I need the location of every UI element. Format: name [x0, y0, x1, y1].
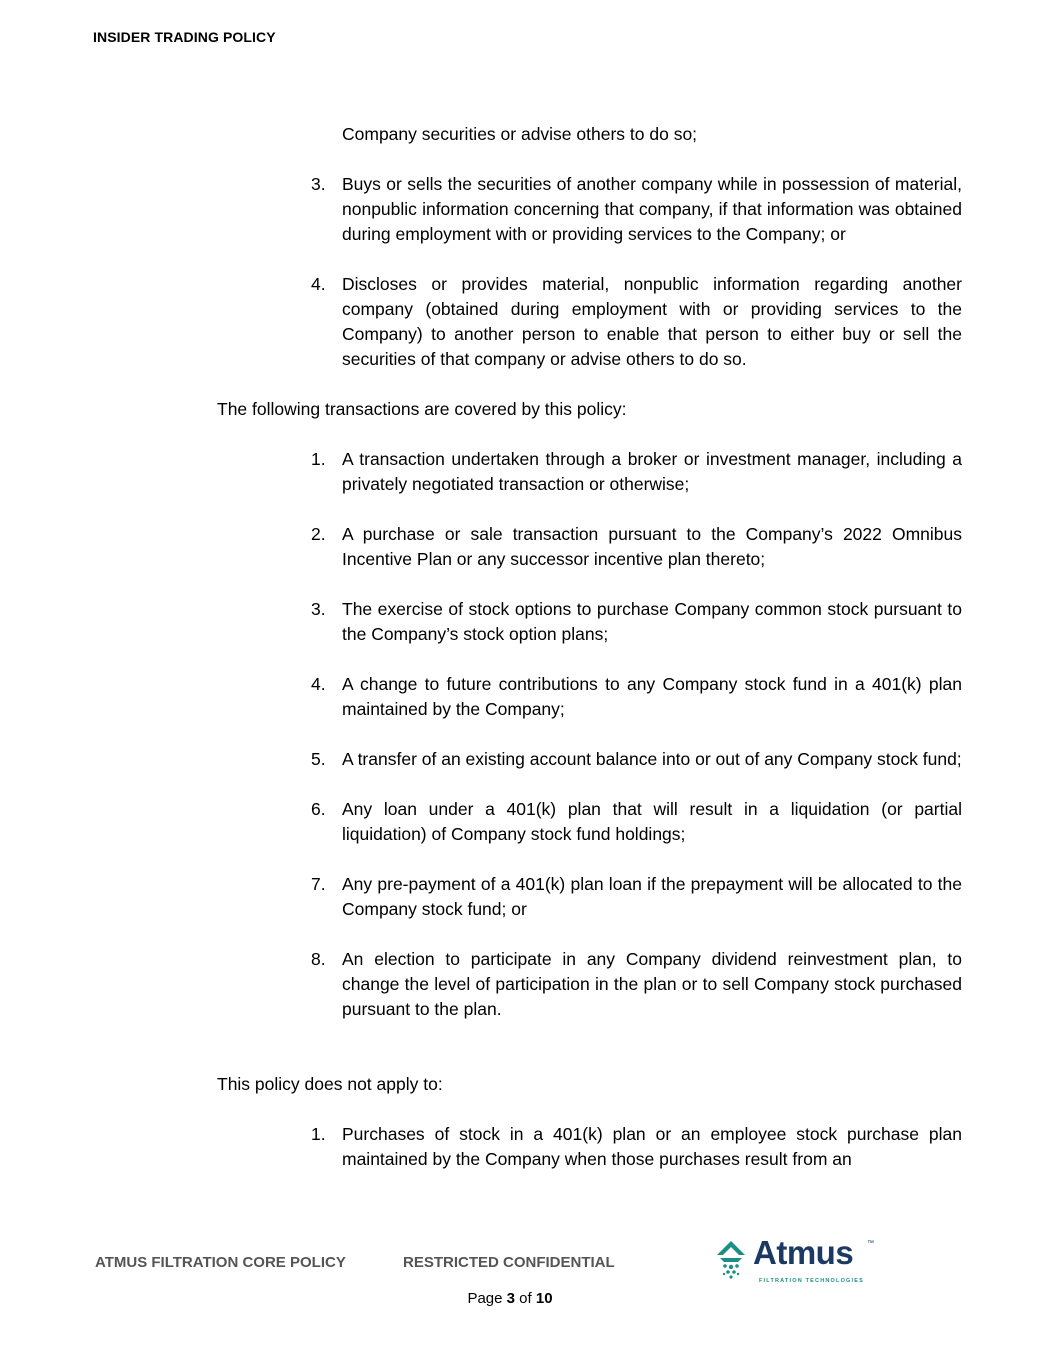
footer-confidential-label: RESTRICTED CONFIDENTIAL — [403, 1254, 615, 1271]
exempt-intro: This policy does not apply to: — [217, 1074, 443, 1094]
list-text: Discloses or provides material, nonpublic information regarding another company (obtained during employment with or providing services to the Company) to another person to enable that person to either buy or sell the securities of that company or advise others to do so. — [342, 274, 962, 369]
logo-trademark: ™ — [867, 1240, 874, 1247]
list-text: A purchase or sale transaction pursuant to the Company’s 2022 Omnibus Incentive Plan or any successor incentive plan thereto; — [342, 524, 962, 569]
covered-list — [217, 447, 962, 1022]
list-text: A transfer of an existing account balance into or out of any Company stock fund; — [342, 749, 962, 769]
logo-brand-text: Atmus — [753, 1234, 854, 1271]
list-number: 4. — [311, 274, 326, 294]
prohibited-list — [217, 172, 962, 372]
list-item — [217, 1122, 962, 1172]
list-item — [217, 522, 962, 572]
list-item — [217, 447, 962, 497]
page-label: Page — [467, 1290, 503, 1307]
list-item — [217, 597, 962, 647]
atmus-logo — [712, 1234, 882, 1288]
list-item — [217, 947, 962, 1022]
list-item — [217, 272, 962, 372]
list-text: Any loan under a 401(k) plan that will result in a liquidation (or partial liquidation) of Company stock fund holdings; — [342, 799, 962, 844]
list-text: Buys or sells the securities of another company while in possession of material, nonpublic information concerning that company, if that information was obtained during employment with or providing services to the Company; or — [342, 174, 962, 244]
list-number: 1. — [311, 449, 326, 469]
page-total: 10 — [535, 1290, 553, 1307]
list-number: 1. — [311, 1124, 326, 1144]
list-number: 8. — [311, 949, 326, 969]
continuation-text: Company securities or advise others to do so; — [342, 124, 698, 144]
list-item — [217, 172, 962, 247]
list-number: 2. — [311, 524, 326, 544]
list-number: 3. — [311, 599, 326, 619]
list-number: 6. — [311, 799, 326, 819]
list-text: A change to future contributions to any Company stock fund in a 401(k) plan maintained by the Company; — [342, 674, 962, 719]
list-item — [217, 797, 962, 847]
list-item — [217, 672, 962, 722]
list-number: 4. — [311, 674, 326, 694]
footer-policy-label: ATMUS FILTRATION CORE POLICY — [95, 1254, 346, 1271]
list-text: Any pre-payment of a 401(k) plan loan if the prepayment will be allocated to the Company stock fund; or — [342, 874, 962, 919]
list-text: The exercise of stock options to purchase Company common stock pursuant to the Company’s stock option plans; — [342, 599, 962, 644]
page-number — [0, 1290, 1020, 1307]
list-item — [217, 747, 962, 772]
header-title: INSIDER TRADING POLICY — [93, 29, 276, 45]
list-text: A transaction undertaken through a broker or investment manager, including a privately negotiated transaction or otherwise; — [342, 449, 962, 494]
covered-intro: The following transactions are covered by this policy: — [217, 399, 627, 419]
list-number: 3. — [311, 174, 326, 194]
list-text: An election to participate in any Company dividend reinvestment plan, to change the level of participation in the plan or to sell Company stock purchased pursuant to the plan. — [342, 949, 962, 1019]
document-body — [217, 122, 962, 1172]
page-current: 3 — [506, 1290, 515, 1307]
exempt-list — [217, 1122, 962, 1172]
list-number: 7. — [311, 874, 326, 894]
page-of: of — [519, 1290, 532, 1307]
logo-tagline: FILTRATION TECHNOLOGIES — [759, 1278, 865, 1284]
list-text: Purchases of stock in a 401(k) plan or an employee stock purchase plan maintained by the Company when those purchases result from an — [342, 1124, 962, 1169]
list-item — [217, 872, 962, 922]
list-number: 5. — [311, 749, 326, 769]
